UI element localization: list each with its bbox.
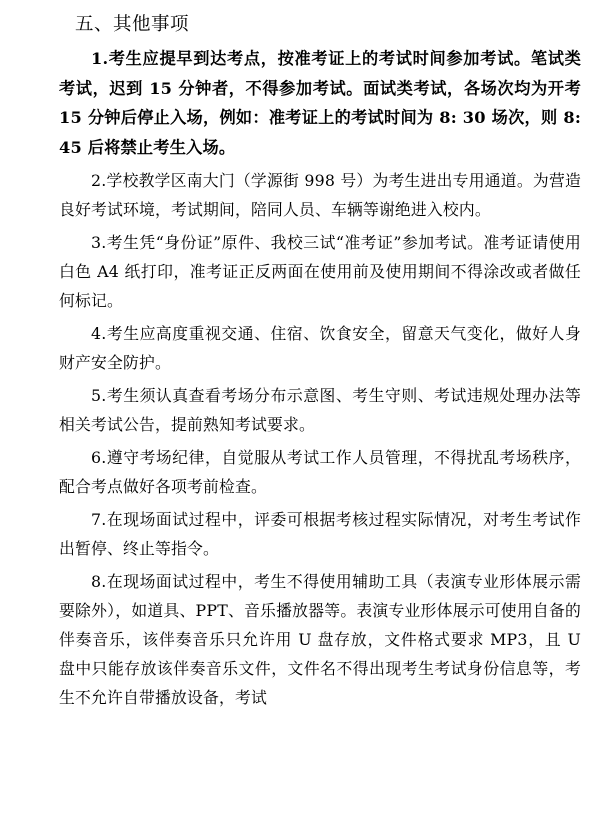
item-4-safety: 4.考生应高度重视交通、住宿、饮食安全，留意天气变化，做好人身财产安全防护。 xyxy=(59,324,581,372)
item-3-documents: 3.考生凭“身份证”原件、我校三试“准考证”参加考试。准考证请使用白色 A4 纸打印，准考证正反两面在使用前及使用期间不得涂改或者做任何标记。 xyxy=(59,233,581,310)
item-5-notices: 5.考生须认真查看考场分布示意图、考生守则、考试违规处理办法等相关考试公告，提前熟知考试要求。 xyxy=(59,386,581,434)
item-8-tools: 8.在现场面试过程中，考生不得使用辅助工具（表演专业形体展示需要除外），如道具、PPT、音乐播放器等。表演专业形体展示可使用自备的伴奏音乐，该伴奏音乐只允许用 U 盘存放，文件格式要求 MP3，且 U 盘中只能存放该伴奏音乐文件，文件名不得出现考生考试身份信息等，考生不允许自带播放设备，考试 xyxy=(59,572,581,707)
item-7-judges: 7.在现场面试过程中，评委可根据考核过程实际情况，对考生考试作出暂停、终止等指令。 xyxy=(59,510,581,558)
item-6-discipline: 6.遵守考场纪律，自觉服从考试工作人员管理，不得扰乱考场秩序，配合考点做好各项考前检查。 xyxy=(59,448,581,496)
section-title: 五、其他事项 xyxy=(75,14,190,35)
document-page xyxy=(59,12,581,712)
item-1-arrival-rules: 1.考生应提早到达考点，按准考证上的考试时间参加考试。笔试类考试，迟到 15 分钟者，不得参加考试。面试类考试，各场次均为开考 15 分钟后停止入场，例如：准考证上的考试时间为 8: 30 场次，则 8: 45 后将禁止考生入场。 xyxy=(59,49,581,157)
item-2-entrance: 2.学校教学区南大门（学源街 998 号）为考生进出专用通道。为营造良好考试环境，考试期间，陪同人员、车辆等谢绝进入校内。 xyxy=(59,171,581,219)
